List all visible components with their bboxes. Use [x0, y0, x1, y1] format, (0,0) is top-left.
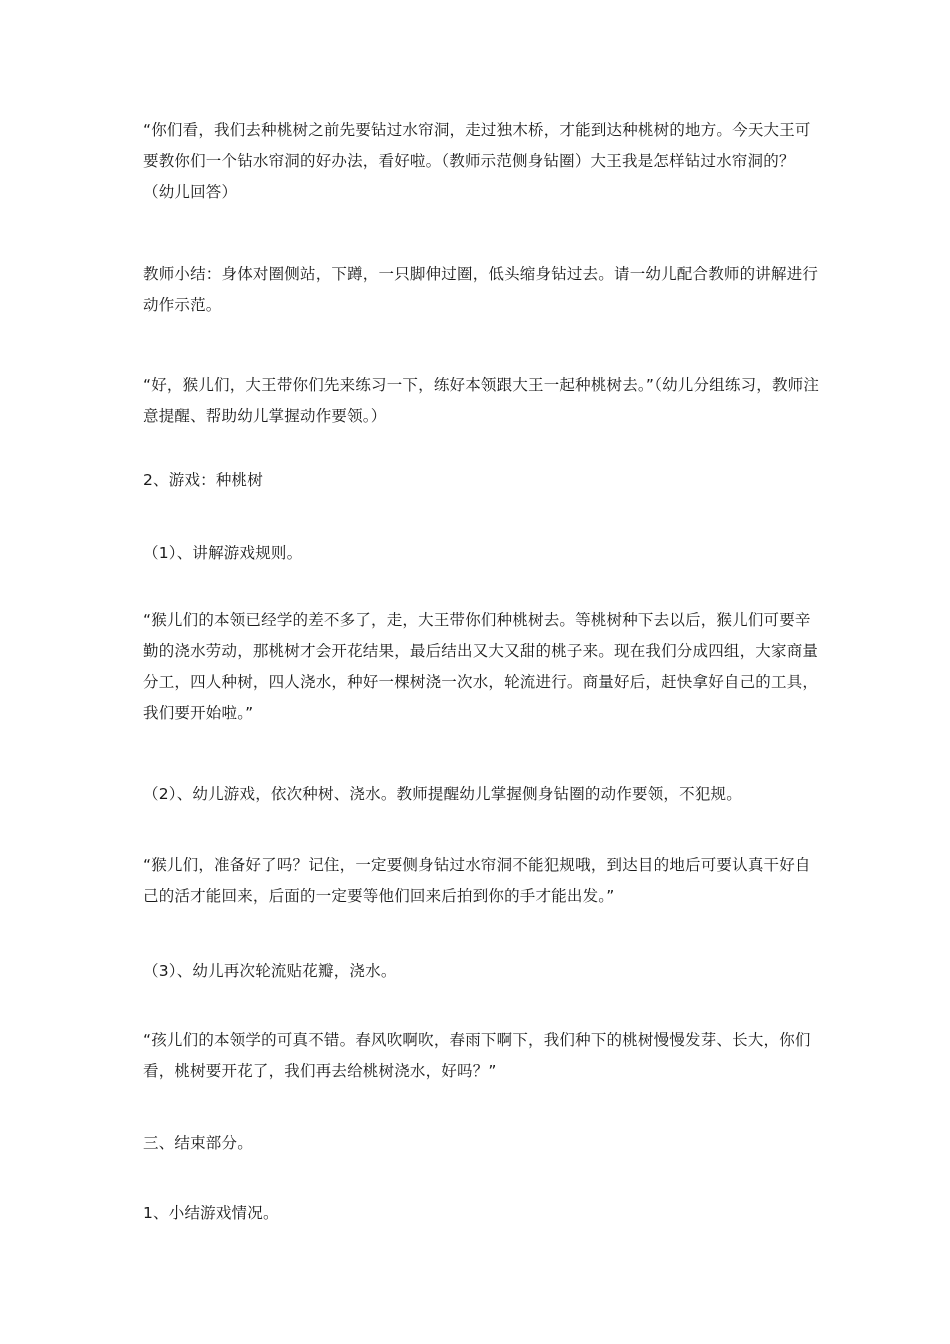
paragraph-spring-speech: “孩儿们的本领学的可真不错。春风吹啊吹，春雨下啊下，我们种下的桃树慢慢发芽、长大，你们看，桃树要开花了，我们再去给桃树浇水，好吗？”: [143, 1031, 811, 1080]
paragraph-rules-speech: “猴儿们的本领已经学的差不多了，走，大王带你们种桃树去。等桃树种下去以后，猴儿们可要辛勤的浇水劳动，那桃树才会开花结果，最后结出又大又甜的桃子来。现在我们分成四组，大家商量分工，四人种树，四人浇水，种好一棵树浇一次水，轮流进行。商量好后，赶快拿好自己的工具，我们要开始啦。”: [143, 611, 819, 722]
paragraph-teacher-demo: “你们看，我们去种桃树之前先要钻过水帘洞，走过独木桥，才能到达种桃树的地方。今天大王可要教你们一个钻水帘洞的好办法，看好啦。（教师示范侧身钻圈）大王我是怎样钻过水帘洞的？（幼儿回答）: [143, 121, 811, 201]
paragraph-ready-speech: “猴儿们，准备好了吗？记住，一定要侧身钻过水帘洞不能犯规哦，到达目的地后可要认真干好自己的活才能回来，后面的一定要等他们回来后拍到你的手才能出发。”: [143, 856, 811, 905]
paragraph-petals: （3）、幼儿再次轮流贴花瓣，浇水。: [143, 962, 397, 980]
heading-ending: 三、结束部分。: [143, 1134, 253, 1152]
heading-game: 2、游戏：种桃树: [143, 471, 263, 489]
paragraph-children-play: （2）、幼儿游戏，依次种树、浇水。教师提醒幼儿掌握侧身钻圈的动作要领，不犯规。: [143, 785, 742, 803]
heading-game-summary: 1、小结游戏情况。: [143, 1204, 279, 1222]
paragraph-practice: “好，猴儿们，大王带你们先来练习一下，练好本领跟大王一起种桃树去。”（幼儿分组练习，教师注意提醒、帮助幼儿掌握动作要领。）: [143, 376, 820, 425]
heading-rules: （1）、讲解游戏规则。: [143, 544, 303, 562]
paragraph-teacher-summary: 教师小结：身体对圈侧站，下蹲，一只脚伸过圈，低头缩身钻过去。请一幼儿配合教师的讲解进行动作示范。: [143, 265, 819, 314]
